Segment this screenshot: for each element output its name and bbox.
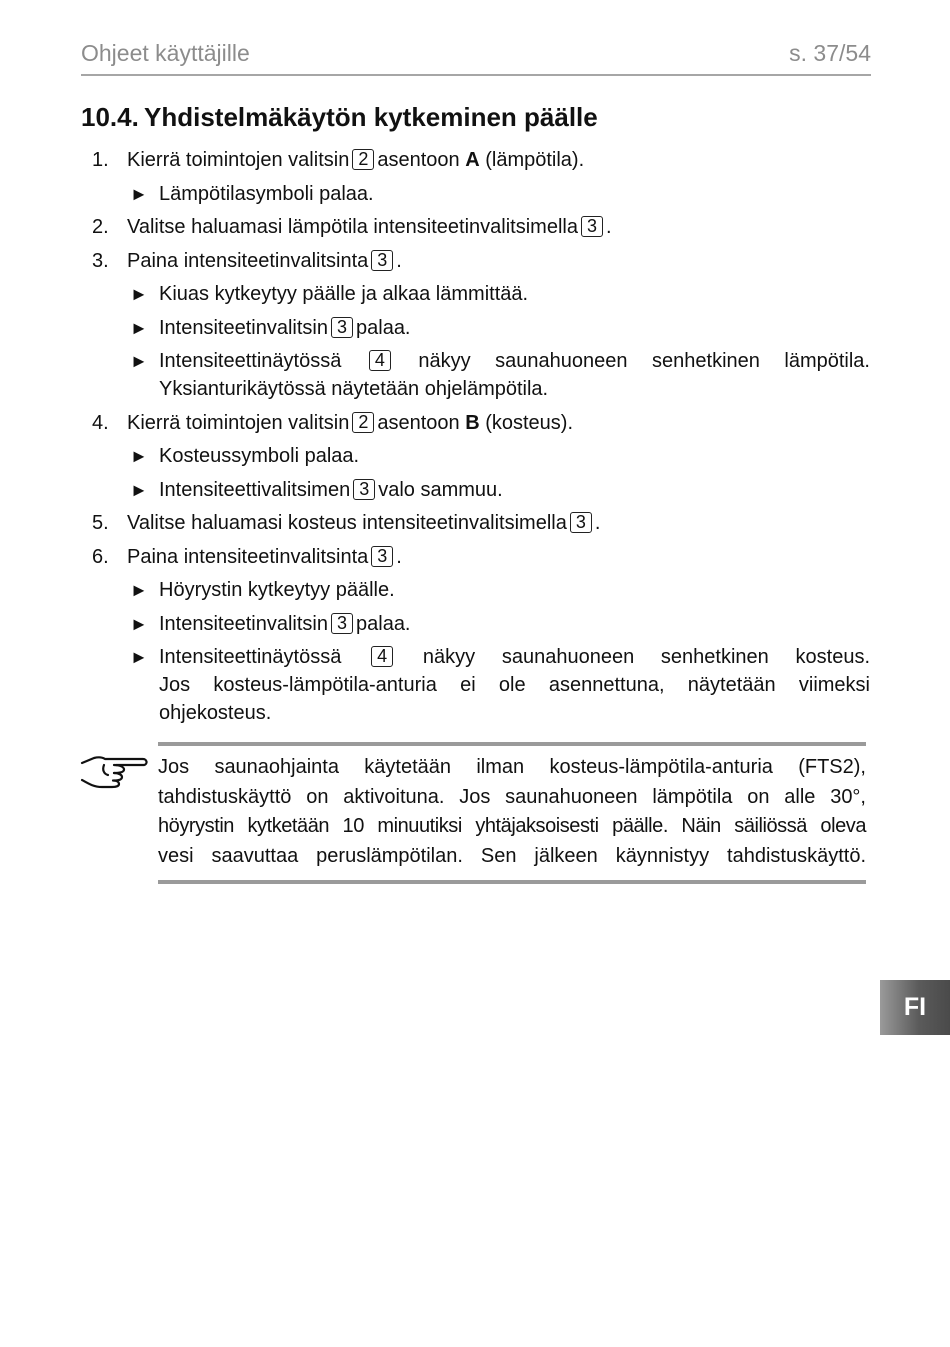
result-4b (92, 476, 870, 504)
result-text: palaa. (356, 316, 411, 339)
step-text: (lämpötila). (485, 149, 585, 171)
instruction-list (92, 146, 870, 733)
bullet-arrow-icon: ► (130, 317, 148, 338)
result-text: näkyy saunahuoneen senhetkinen lämpötila. (418, 350, 870, 372)
note-line: höyrystin kytketään 10 minuutiksi yhtäjaksoisesti päälle. Näin säiliössä oleva (158, 815, 866, 837)
note-line: vesi saavuttaa peruslämpötilan. Sen jälkeen käynnistyy tahdistuskäyttö. (158, 844, 866, 867)
bullet-arrow-icon: ► (130, 284, 148, 304)
section-number: 10.4. (81, 102, 139, 132)
step-text: asentoon (377, 411, 460, 434)
header-title: Ohjeet käyttäjille (81, 40, 250, 66)
mode-letter: A (465, 149, 480, 171)
control-ref-box: 4 (371, 646, 393, 667)
control-ref-box: 3 (331, 317, 353, 338)
section-title (81, 102, 598, 133)
result-text-continued: ohjekosteus. (159, 702, 272, 724)
step-text: Valitse haluamasi kosteus intensiteetinvalitsimella (127, 512, 567, 534)
control-ref-box: 3 (353, 479, 375, 500)
control-ref-box: 2 (352, 412, 374, 433)
result-text: Kiuas kytkeytyy päälle ja alkaa lämmittää. (159, 283, 529, 305)
result-text: Intensiteetinvalitsin (159, 612, 328, 635)
result-text: valo sammuu. (378, 478, 503, 501)
result-3c (92, 347, 870, 403)
bullet-arrow-icon: ► (130, 647, 148, 667)
control-ref-box: 3 (371, 250, 393, 271)
result-1a (92, 180, 870, 208)
result-text: Intensiteettinäytössä (159, 646, 342, 668)
result-text: Kosteussymboli palaa. (159, 445, 360, 467)
result-text: Intensiteettinäytössä (159, 350, 342, 372)
bullet-arrow-icon: ► (130, 580, 148, 600)
control-ref-box: 3 (331, 613, 353, 634)
step-1 (92, 146, 870, 174)
control-ref-box: 2 (352, 149, 374, 170)
result-text-continued: Jos kosteus-lämpötila-anturia ei ole asennettuna, näytetään viimeksi (159, 674, 870, 696)
step-number: 2. (92, 216, 109, 238)
bullet-arrow-icon: ► (130, 613, 148, 634)
result-text: Intensiteetinvalitsin (159, 316, 328, 339)
note-box (158, 742, 866, 884)
step-text: . (396, 545, 402, 568)
result-6a (92, 576, 870, 604)
result-text: näkyy saunahuoneen senhetkinen kosteus. (422, 646, 871, 668)
note-line: Jos saunaohjainta käytetään ilman kosteus-lämpötila-anturia (FTS2), (158, 756, 866, 778)
result-text-continued: Yksianturikäytössä näytetään ohjelämpötila. (159, 378, 549, 400)
step-number: 6. (92, 545, 109, 568)
step-2 (92, 213, 870, 241)
step-number: 3. (92, 249, 109, 272)
step-text: . (605, 216, 612, 238)
step-text: Paina intensiteetinvalitsinta (127, 545, 369, 568)
step-4 (92, 409, 870, 437)
result-text: Lämpötilasymboli palaa. (159, 182, 374, 205)
bullet-arrow-icon: ► (130, 446, 148, 466)
result-3b (92, 314, 870, 342)
step-3 (92, 247, 870, 275)
page-number: s. 37/54 (789, 40, 871, 66)
step-text: Kierrä toimintojen valitsin (127, 149, 350, 171)
step-6 (92, 543, 870, 571)
bullet-arrow-icon: ► (130, 183, 148, 204)
mode-letter: B (465, 411, 480, 434)
note-line: tahdistuskäyttö on aktivoituna. Jos saunahuoneen lämpötila on alle 30°, (158, 785, 866, 808)
result-4a (92, 442, 870, 470)
step-number: 4. (92, 411, 109, 434)
language-tab: FI (880, 980, 950, 1035)
step-text: asentoon (377, 149, 460, 171)
control-ref-box: 4 (369, 350, 391, 371)
result-3a (92, 280, 870, 308)
control-ref-box: 3 (371, 546, 393, 567)
step-number: 1. (92, 149, 109, 171)
bullet-arrow-icon: ► (130, 479, 148, 500)
control-ref-box: 3 (570, 512, 592, 533)
page-header (81, 38, 871, 76)
result-text: palaa. (356, 612, 411, 635)
control-ref-box: 3 (581, 216, 603, 237)
result-text: Intensiteettivalitsimen (159, 478, 351, 501)
result-6c (92, 643, 870, 727)
step-text: . (396, 249, 402, 272)
result-6b (92, 610, 870, 638)
step-text: (kosteus). (485, 411, 574, 434)
section-title-text: Yhdistelmäkäytön kytkeminen päälle (144, 102, 598, 132)
step-number: 5. (92, 512, 109, 534)
step-text: Paina intensiteetinvalitsinta (127, 249, 369, 272)
step-text: Valitse haluamasi lämpötila intensiteetinvalitsimella (127, 216, 578, 238)
step-text: . (594, 512, 601, 534)
step-text: Kierrä toimintojen valitsin (127, 411, 350, 434)
pointing-hand-icon (80, 754, 150, 790)
result-text: Höyrystin kytkeytyy päälle. (159, 579, 395, 601)
bullet-arrow-icon: ► (130, 351, 148, 371)
step-5 (92, 509, 870, 537)
